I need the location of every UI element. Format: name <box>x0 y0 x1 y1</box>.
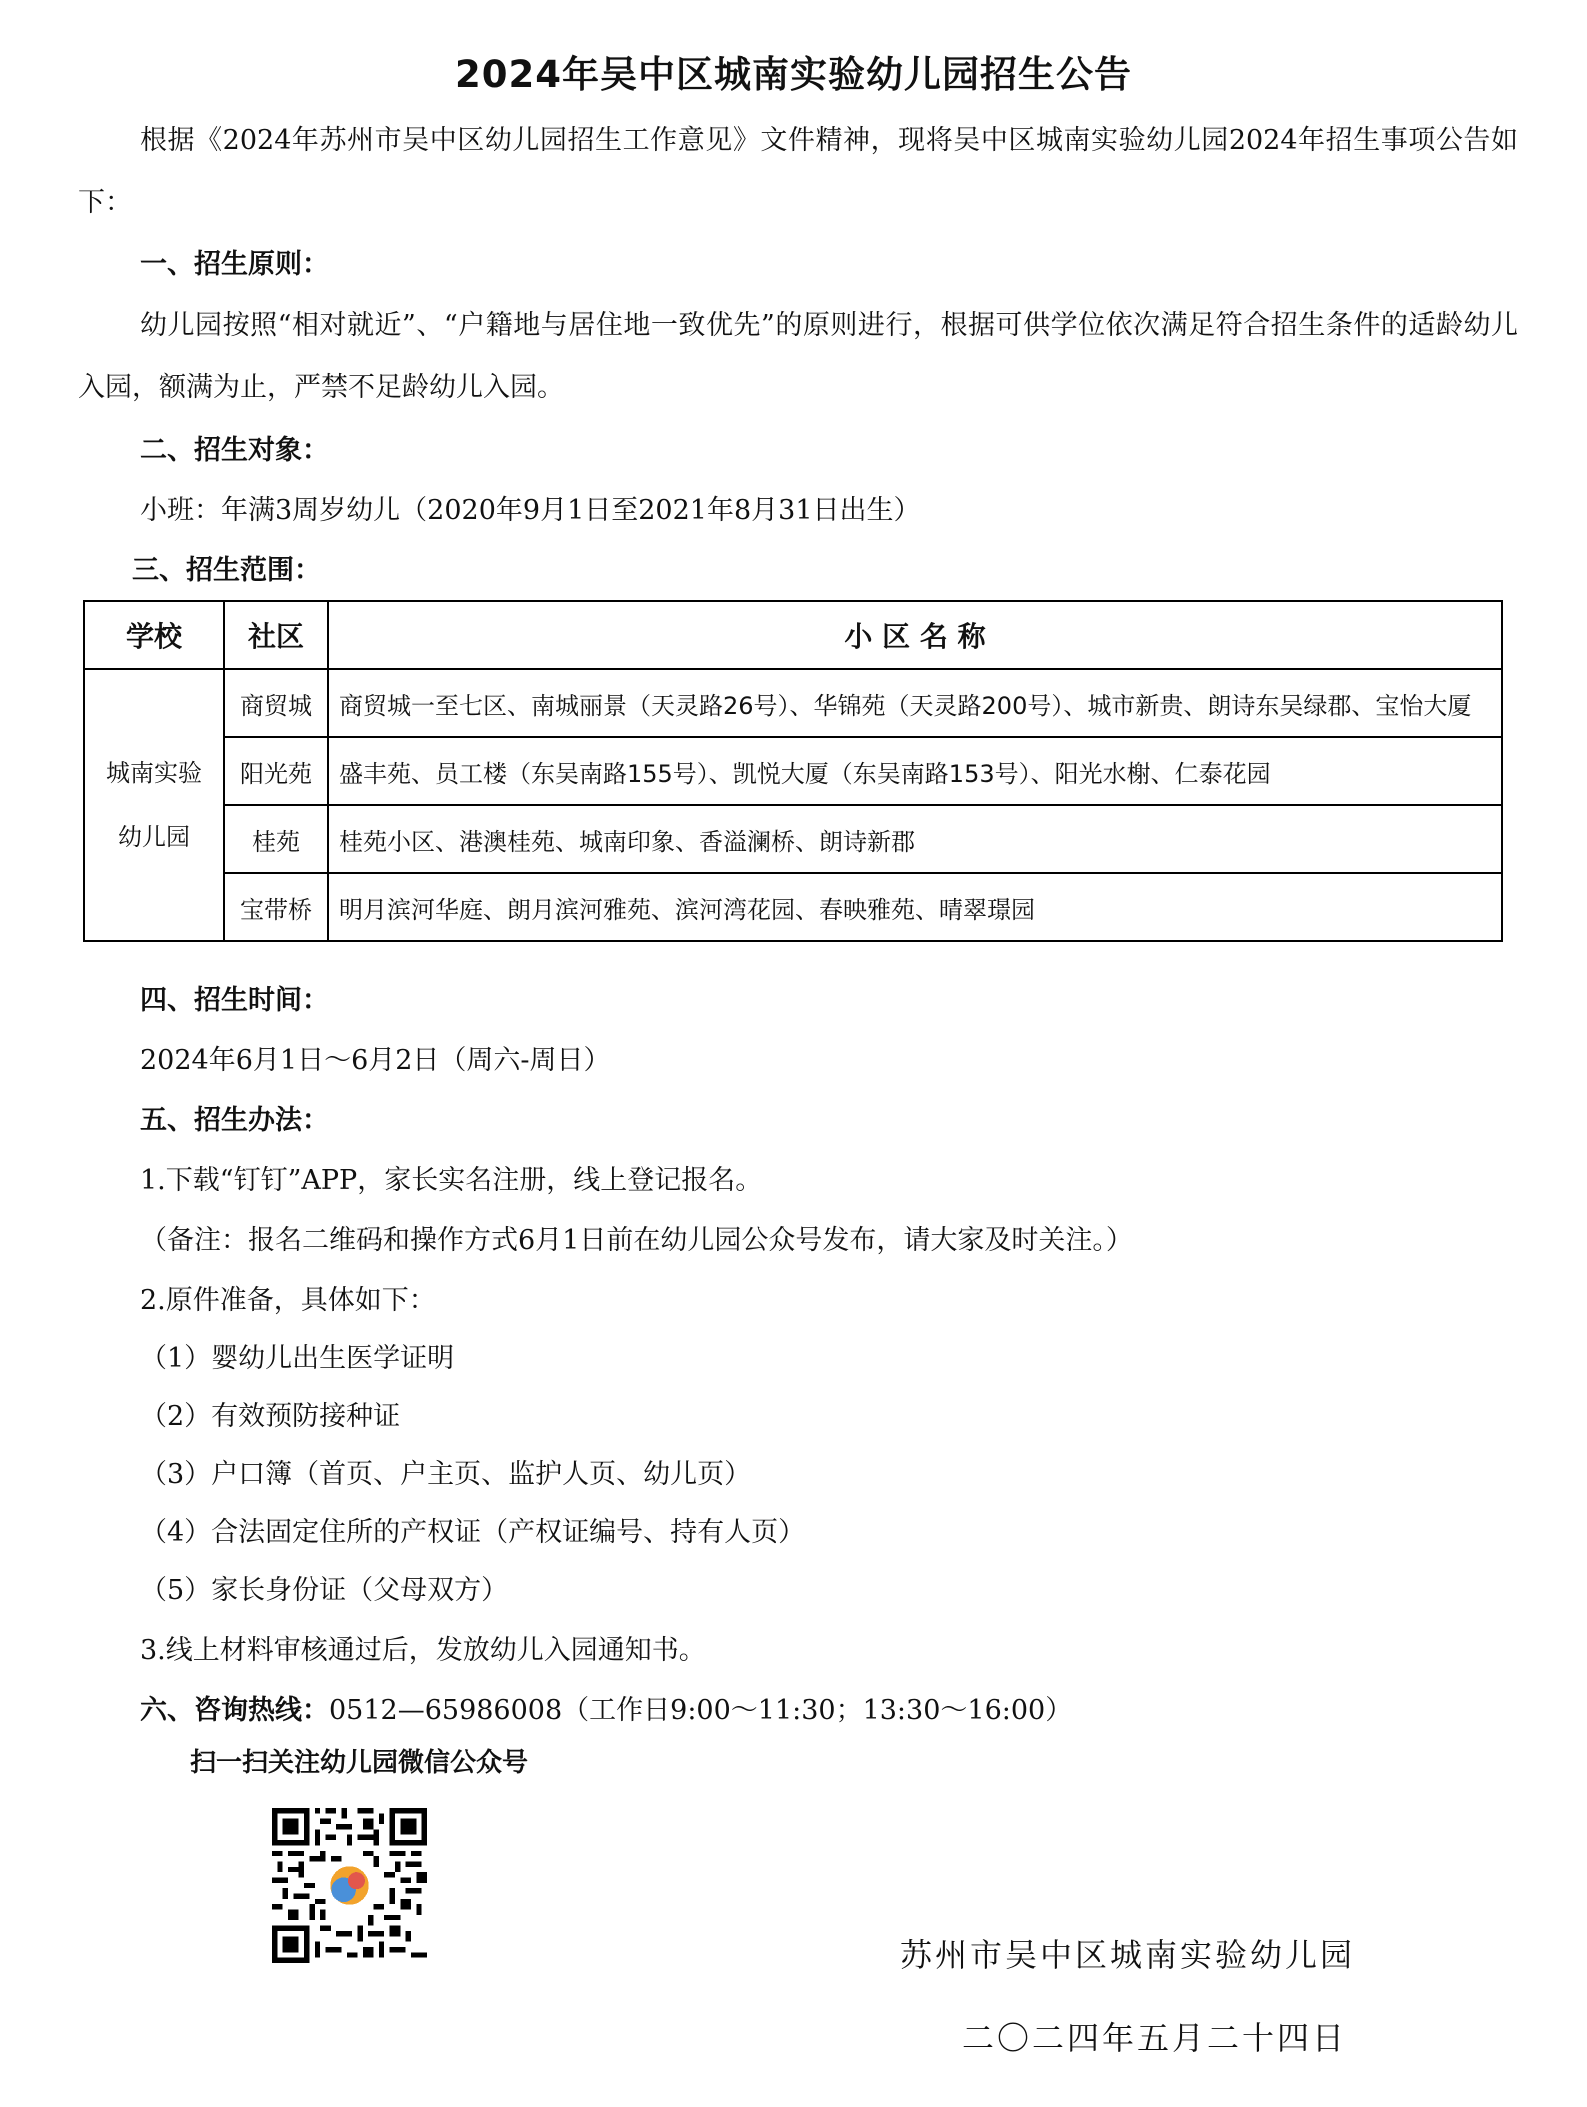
table-cell-school <box>84 669 224 941</box>
table-header-school: 学校 <box>84 601 224 669</box>
section-2-body: 小班：年满3周岁幼儿（2020年9月1日至2021年8月31日出生） <box>140 495 921 526</box>
table-header-community: 社区 <box>224 601 328 669</box>
table-header-row <box>84 601 1502 669</box>
school-name-line1: 城南实验 <box>106 759 202 787</box>
table-row <box>84 669 1502 737</box>
document-item-3: （3）户口簿（首页、户主页、监护人页、幼儿页） <box>140 1459 752 1490</box>
table-cell-community: 宝带桥 <box>224 873 328 941</box>
document-item-5: （5）家长身份证（父母双方） <box>140 1575 509 1606</box>
enrollment-scope-table <box>83 600 1503 942</box>
method-line-note: （备注：报名二维码和操作方式6月1日前在幼儿园公众号发布，请大家及时关注。） <box>140 1225 1133 1256</box>
signature-date: 二〇二四年五月二十四日 <box>962 2019 1348 2057</box>
qr-caption: 扫一扫关注幼儿园微信公众号 <box>190 1748 529 1778</box>
qr-code-icon <box>272 1808 427 1963</box>
section-4-heading: 四、招生时间： <box>140 985 329 1016</box>
section-3-heading: 三、招生范围： <box>132 555 321 586</box>
table-cell-names: 盛丰苑、员工楼（东吴南路155号）、凯悦大厦（东吴南路153号）、阳光水榭、仁泰花园 <box>328 737 1502 805</box>
table-row <box>84 873 1502 941</box>
table-header-names: 小 区 名 称 <box>328 601 1502 669</box>
table-cell-names: 桂苑小区、港澳桂苑、城南印象、香溢澜桥、朗诗新郡 <box>328 805 1502 873</box>
method-line-3: 3.线上材料审核通过后，发放幼儿入园通知书。 <box>140 1635 706 1666</box>
hotline-number: 0512—65986008（工作日9:00～11:30；13:30～16:00） <box>329 1695 1073 1726</box>
document-item-2: （2）有效预防接种证 <box>140 1401 401 1432</box>
section-1-heading: 一、招生原则： <box>140 249 329 280</box>
table-row <box>84 737 1502 805</box>
table-cell-community: 阳光苑 <box>224 737 328 805</box>
section-6-heading: 六、咨询热线： <box>140 1695 329 1726</box>
document-item-4: （4）合法固定住所的产权证（产权证编号、持有人页） <box>140 1517 806 1548</box>
signature-organization: 苏州市吴中区城南实验幼儿园 <box>900 1936 1356 1974</box>
document-item-1: （1）婴幼儿出生医学证明 <box>140 1343 455 1374</box>
table-cell-names: 明月滨河华庭、朗月滨河雅苑、滨河湾花园、春映雅苑、晴翠璟园 <box>328 873 1502 941</box>
method-line-2: 2.原件准备，具体如下： <box>140 1285 436 1316</box>
school-name-line2: 幼儿园 <box>118 823 190 851</box>
hotline-line <box>140 1680 1072 1742</box>
page-title: 2024年吴中区城南实验幼儿园招生公告 <box>455 53 1132 96</box>
table-cell-community: 商贸城 <box>224 669 328 737</box>
section-5-heading: 五、招生办法： <box>140 1105 329 1136</box>
table-cell-community: 桂苑 <box>224 805 328 873</box>
section-2-heading: 二、招生对象： <box>140 435 329 466</box>
intro-paragraph: 根据《2024年苏州市吴中区幼儿园招生工作意见》文件精神，现将吴中区城南实验幼儿园2024年招生事项公告如下： <box>78 125 1518 218</box>
method-line-1: 1.下载“钉钉”APP，家长实名注册，线上登记报名。 <box>140 1165 763 1196</box>
table-cell-names: 商贸城一至七区、南城丽景（天灵路26号）、华锦苑（天灵路200号）、城市新贵、朗诗东吴绿郡、宝怡大厦 <box>328 669 1502 737</box>
table-row <box>84 805 1502 873</box>
section-1-body: 幼儿园按照“相对就近”、“户籍地与居住地一致优先”的原则进行，根据可供学位依次满足符合招生条件的适龄幼儿入园，额满为止，严禁不足龄幼儿入园。 <box>78 310 1518 403</box>
section-4-body: 2024年6月1日～6月2日（周六-周日） <box>140 1045 611 1076</box>
